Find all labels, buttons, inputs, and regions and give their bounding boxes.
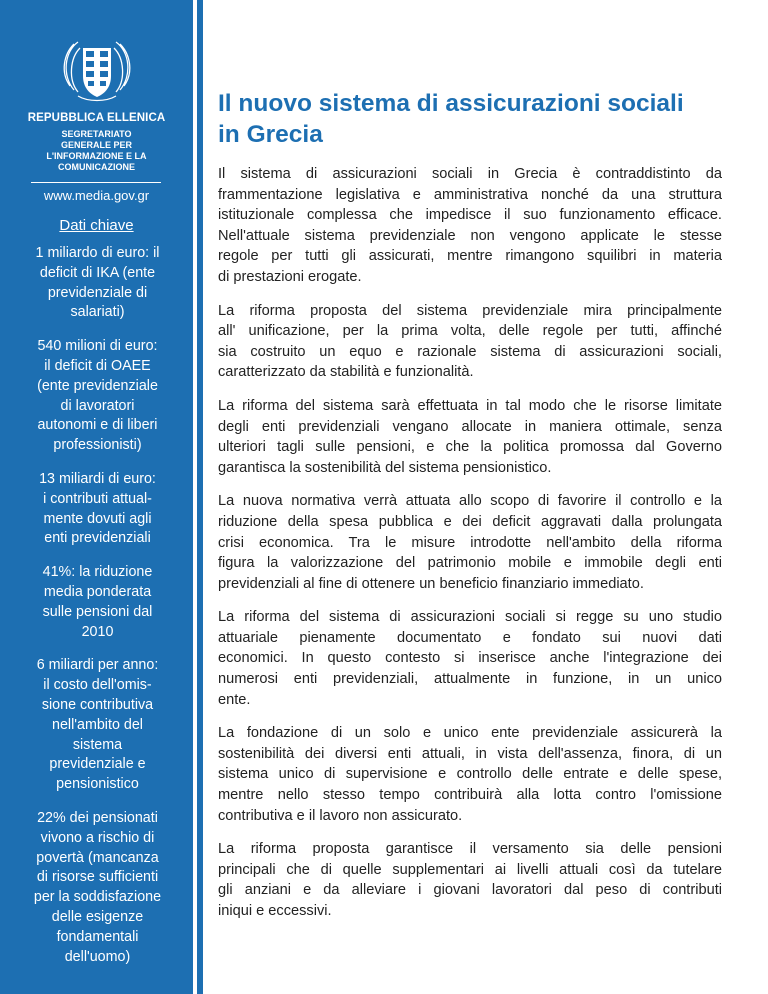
key-facts-heading: Dati chiave bbox=[59, 217, 134, 234]
divider bbox=[31, 182, 161, 183]
key-facts-list bbox=[10, 244, 185, 981]
key-fact: 22% dei pensionati vivono a rischio di povertà (mancanza di risorse sufficienti per la soddisfazione delle esigenze fondamentali dell'uomo) bbox=[33, 809, 162, 965]
key-fact: 540 milioni di euro: il deficit di OAEE (ente previdenziale di lavoratori autonomi e di liberi professionisti) bbox=[37, 338, 158, 454]
paragraph: La riforma del sistema di assicurazioni sociali si regge su uno studio attuariale pienamente documentato e fondato sui nuovi dati economici. In questo contesto si inserisce anche l'integrazione dei numerosi enti previdenziali, attualmente in funzione, in un unico ente. bbox=[218, 609, 722, 708]
article-body bbox=[218, 164, 722, 935]
page-title: Il nuovo sistema di assicurazioni sociali in Grecia bbox=[218, 90, 684, 148]
secretariat-name: SEGRETARIATO GENERALE PER L'INFORMAZIONE E LA COMUNICAZIONE bbox=[46, 129, 147, 172]
paragraph: La riforma proposta del sistema previdenziale mira principalmente all' unificazione, per la prima volta, delle regole per tutti, affinché sia costruito un equo e razionale sistema di assicurazioni sociali, caratterizzato da stabilità e funzionalità. bbox=[218, 302, 722, 381]
country-name: REPUBBLICA ELLENICA bbox=[27, 112, 166, 124]
sidebar bbox=[0, 0, 193, 994]
website-link[interactable]: www.media.gov.gr bbox=[43, 188, 150, 203]
key-fact: 41%: la riduzione media ponderata sulle pensioni dal 2010 bbox=[42, 564, 153, 640]
key-fact: 1 miliardo di euro: il deficit di IKA (ente previdenziale di salariati) bbox=[35, 245, 160, 321]
greek-coat-of-arms-icon bbox=[58, 30, 136, 108]
paragraph: Il sistema di assicurazioni sociali in Grecia è contraddistinto da frammentazione legislativa e amministrativa nonché da una struttura istituzionale complessa che impedisce il suo funzionamento efficace. Nell'attuale sistema previdenziale non vengono applicate le stesse regole per tutti gli assicurati, mentre rimangono squilibri in materia di prestazioni erogate. bbox=[218, 166, 722, 285]
key-fact: 6 miliardi per anno: il costo dell'omis- sione contributiva nell'ambito del sistema previdenziale e pensionistico bbox=[36, 657, 159, 793]
key-fact: 13 miliardi di euro: i contributi attual- mente dovuti agli enti previdenziali bbox=[39, 470, 156, 547]
paragraph: La nuova normativa verrà attuata allo scopo di favorire il controllo e la riduzione della spesa pubblica e dei deficit aggravati dalla prolungata crisi economica. Tra le misure introdotte nell'ambito della riforma figura la valorizzazione del patrimonio mobile e immobile degli enti previdenziali al fine di ottenere un beneficio finanziario immediato. bbox=[218, 493, 722, 592]
paragraph: La riforma proposta garantisce il versamento sia delle pensioni principali che di quelle supplementari ai livelli attuali così da tutelare gli anziani e da alleviare i giovani lavoratori dal peso di contributi iniqui e eccessivi. bbox=[218, 841, 722, 919]
sidebar-stripe bbox=[197, 0, 203, 994]
paragraph: La fondazione di un solo e unico ente previdenziale assicurerà la sostenibilità dei diversi enti attuali, in vista dell'assenza, finora, di un sistema unico di supervisione e controllo delle entrate e delle spese, mentre nello stesso tempo contribuirà alla lotta contro l'omissione contributiva e il lavoro non assicurato. bbox=[218, 725, 722, 824]
paragraph: La riforma del sistema sarà effettuata in tal modo che le risorse limitate degli enti previdenziali vengano allocate in maniera ottimale, senza ulteriori tagli sulle pensioni, e che la politica promossa dal Governo garantisca la sostenibilità del sistema pensionistico. bbox=[218, 397, 722, 476]
